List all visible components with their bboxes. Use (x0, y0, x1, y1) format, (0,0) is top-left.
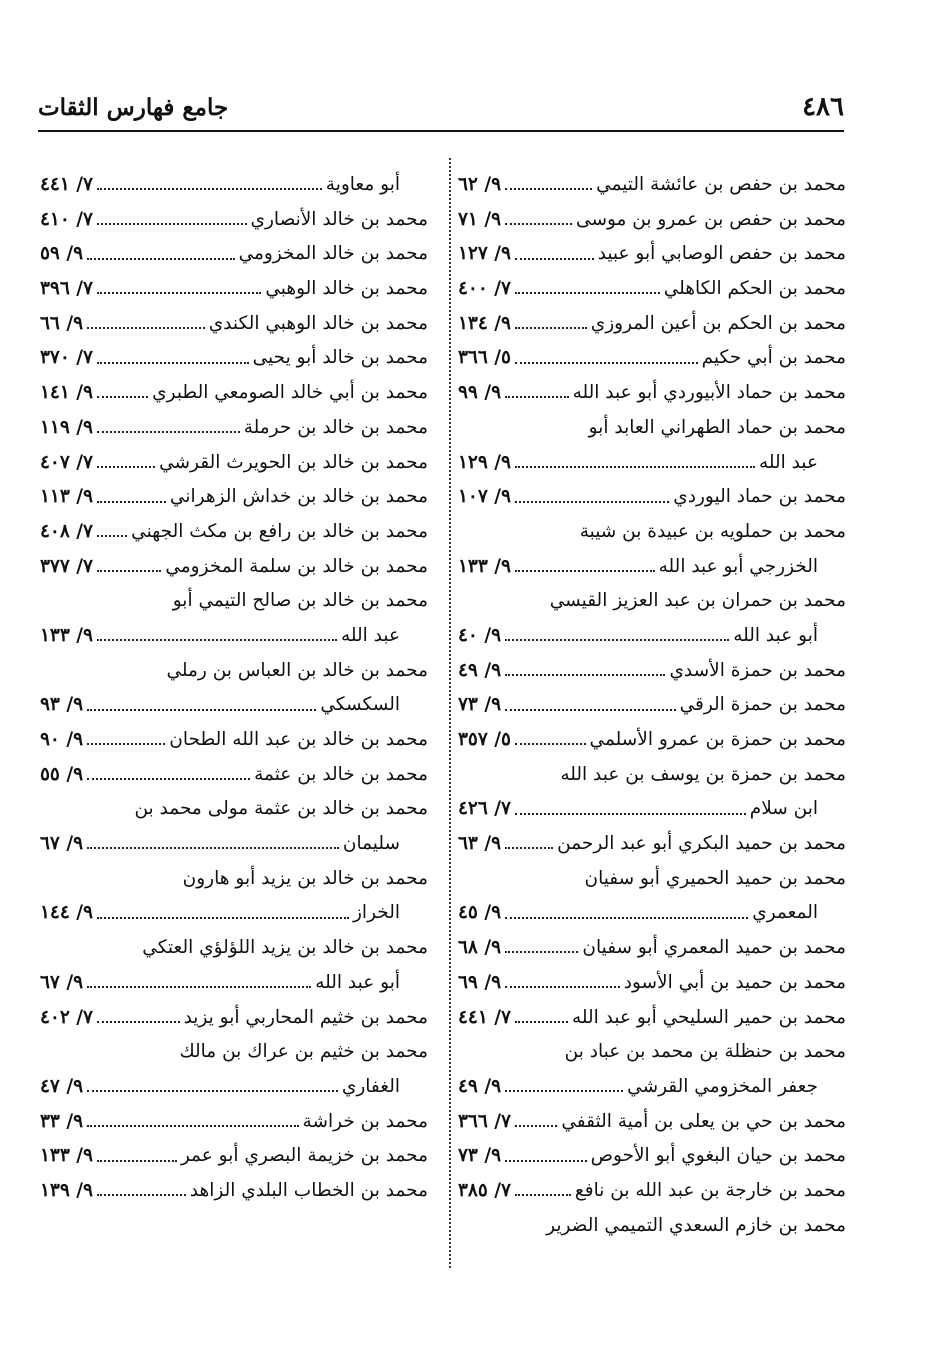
entry-name: محمد بن حفص بن عمرو بن موسى (576, 208, 846, 230)
entry-reference: ٧/ ٣٩٦ (40, 278, 93, 300)
index-entry (40, 341, 428, 376)
index-entry (40, 168, 428, 203)
index-entry (458, 1174, 846, 1209)
entry-name: محمد بن حماد اليوردي (673, 486, 846, 508)
index-entry (458, 168, 846, 203)
dot-leader (505, 396, 569, 398)
entry-name: محمد بن حمزة الرقي (679, 694, 846, 716)
index-entry (40, 1035, 428, 1070)
index-entry (40, 307, 428, 342)
index-entry (458, 966, 846, 1001)
entry-name: عبد الله (758, 451, 818, 473)
dot-leader (97, 570, 161, 572)
index-entry (458, 480, 846, 515)
dot-leader (505, 709, 676, 711)
index-entry (458, 688, 846, 723)
dot-leader (87, 778, 250, 780)
index-entry (458, 827, 846, 862)
index-entry (40, 376, 428, 411)
entry-name: الخراز (353, 902, 400, 924)
dot-leader (87, 1090, 338, 1092)
index-entry (458, 237, 846, 272)
index-entry (40, 203, 428, 238)
entry-reference: ٩/ ١٤٤ (40, 902, 93, 924)
index-entry (40, 480, 428, 515)
entry-reference: ٩/ ١١٩ (40, 416, 93, 438)
entry-name: السكسكي (320, 694, 400, 716)
entry-reference: ٩/ ٧٣ (458, 1145, 502, 1167)
entry-name: أبو عبد الله (733, 624, 818, 646)
index-entry (40, 411, 428, 446)
entry-name: أبو عبد الله (315, 971, 400, 993)
dot-leader (97, 639, 337, 641)
index-entry (458, 550, 846, 585)
index-column-left (40, 168, 428, 1278)
entry-name: محمد بن حملويه بن عبيدة بن شيبة (579, 520, 846, 542)
index-column-right (458, 168, 846, 1278)
dot-leader (87, 986, 311, 988)
dot-leader (87, 327, 205, 329)
entry-name: محمد بن أبي خالد الصومعي الطبري (152, 382, 428, 404)
entry-reference: ٩/ ٧٣ (458, 694, 502, 716)
entry-reference: ٩/ ٦٧ (40, 833, 84, 855)
entry-name: محمد بن حمير السليحي أبو عبد الله (571, 1006, 846, 1028)
index-entry (40, 723, 428, 758)
index-entry (40, 1070, 428, 1105)
index-entry (458, 341, 846, 376)
column-divider (449, 158, 451, 1268)
entry-reference: ٩/ ٧١ (458, 208, 502, 230)
entry-name: محمد بن خالد أبو يحيى (252, 347, 428, 369)
dot-leader (97, 396, 148, 398)
index-entry (458, 307, 846, 342)
dot-leader (97, 535, 127, 537)
entry-reference: ٩/ ٥٩ (40, 243, 84, 265)
entry-name: محمد بن حفص الوصابي أبو عبيد (597, 243, 846, 265)
entry-name: محمد بن خالد المخزومي (238, 243, 428, 265)
dot-leader (505, 847, 553, 849)
index-entry (458, 758, 846, 793)
dot-leader (97, 466, 155, 468)
entry-reference: ٩/ ٤٠ (458, 624, 502, 646)
entry-reference: ٥/ ٣٥٧ (458, 729, 511, 750)
dot-leader (515, 1125, 557, 1127)
dot-leader (97, 1160, 177, 1162)
dot-leader (515, 466, 755, 468)
dot-leader (87, 743, 165, 745)
entry-name: محمد بن حماد الأبيوردي أبو عبد الله (572, 382, 846, 404)
dot-leader (97, 917, 349, 919)
dot-leader (97, 188, 322, 190)
index-entry (40, 1139, 428, 1174)
entry-reference: ٩/ ١٢٩ (458, 451, 511, 473)
entry-name: محمد بن خالد بن صالح التيمي أبو (172, 590, 428, 612)
entry-name: محمد بن حميد بن أبي الأسود (623, 971, 846, 993)
dot-leader (515, 258, 594, 260)
dot-leader (87, 847, 339, 849)
entry-reference: ٧/ ٣٧٠ (40, 347, 93, 369)
entry-name: ابن سلام (749, 798, 818, 820)
entry-name: محمد بن حميد الحميري أبو سفيان (584, 867, 846, 889)
index-entry (40, 896, 428, 931)
index-entry (40, 619, 428, 654)
entry-name: محمد بن خالد بن يزيد أبو هارون (182, 867, 428, 889)
index-entry (40, 792, 428, 827)
dot-leader (505, 674, 665, 676)
entry-name: محمد بن خثيم المحاربي أبو يزيد (183, 1006, 428, 1028)
entry-reference: ٩/ ٩٠ (40, 729, 84, 750)
index-entry (40, 966, 428, 1001)
index-entry (458, 931, 846, 966)
entry-name: محمد بن خالد بن عثمة مولى محمد بن (134, 798, 428, 820)
entry-reference: ٩/ ٦٦ (40, 312, 84, 334)
dot-leader (505, 1160, 587, 1162)
dot-leader (97, 292, 261, 294)
entry-reference: ٧/ ٤٠٨ (40, 520, 93, 542)
dot-leader (505, 917, 748, 919)
entry-reference: ٩/ ٦٣ (458, 833, 502, 855)
entry-reference: ٩/ ٩٣ (40, 694, 84, 716)
index-entry (40, 1105, 428, 1140)
entry-name: محمد بن خالد الأنصاري (250, 208, 428, 230)
entry-name: محمد بن خثيم بن عراك بن مالك (179, 1041, 428, 1063)
entry-reference: ٧/ ٣٧٧ (40, 555, 93, 577)
entry-reference: ٧/ ٤٤١ (458, 1006, 511, 1028)
index-entry (458, 862, 846, 897)
entry-reference: ٩/ ٤٩ (458, 1075, 502, 1097)
index-entry (40, 827, 428, 862)
index-entry (40, 862, 428, 897)
entry-reference: ٧/ ٤٠٠ (458, 278, 511, 300)
entry-reference: ٩/ ١٣٣ (40, 624, 93, 646)
dot-leader (505, 188, 592, 190)
index-entry (458, 411, 846, 446)
entry-name: محمد بن خالد بن يزيد اللؤلؤي العتكي (142, 937, 428, 959)
index-entry (458, 515, 846, 550)
index-entry (458, 1209, 846, 1244)
entry-reference: ٥/ ٣٦٦ (458, 347, 511, 369)
index-entry (40, 584, 428, 619)
entry-reference: ٩/ ٦٩ (458, 971, 502, 993)
entry-reference: ٧/ ٣٨٥ (458, 1179, 511, 1201)
index-entry (40, 654, 428, 689)
index-entry (458, 203, 846, 238)
dot-leader (515, 292, 660, 294)
entry-name: الخزرجي أبو عبد الله (658, 555, 818, 577)
dot-leader (505, 986, 620, 988)
dot-leader (515, 1021, 568, 1023)
entry-reference: ٩/ ١١٣ (40, 486, 93, 508)
entry-name: محمد بن خازم السعدي التميمي الضرير (546, 1214, 846, 1236)
dot-leader (97, 1194, 186, 1196)
dot-leader (515, 362, 698, 364)
entry-reference: ٩/ ١٣٤ (458, 312, 511, 334)
entry-reference: ٩/ ٦٢ (458, 174, 502, 195)
dot-leader (515, 743, 586, 745)
entry-name: محمد بن خالد بن سلمة المخزومي (165, 555, 428, 577)
entry-name: محمد بن خالد بن خداش الزهراني (169, 486, 428, 508)
entry-name: محمد بن الحكم بن أعين المروزي (590, 312, 846, 334)
index-entry (40, 758, 428, 793)
entry-name: محمد بن حمزة بن يوسف بن عبد الله (560, 763, 846, 785)
dot-leader (505, 1090, 623, 1092)
dot-leader (87, 709, 316, 711)
entry-name: محمد بن حمزة الأسدي (669, 659, 846, 681)
entry-name: محمد بن حماد الطهراني العابد أبو (588, 416, 846, 438)
entry-reference: ٩/ ١٣٣ (458, 555, 511, 577)
entry-name: محمد بن حمزة بن عمرو الأسلمي (589, 729, 846, 750)
entry-reference: ٧/ ٤٠٧ (40, 451, 93, 473)
entry-reference: ٩/ ١٠٧ (458, 486, 511, 508)
entry-name: محمد بن خالد بن العباس بن رملي (166, 659, 428, 681)
entry-name: محمد بن الخطاب البلدي الزاهد (189, 1179, 428, 1201)
entry-reference: ٧/ ٤٢٦ (458, 798, 511, 820)
dot-leader (515, 501, 669, 503)
entry-name: محمد بن الحكم الكاهلي (663, 278, 846, 300)
entry-name: جعفر المخزومي القرشي (627, 1075, 818, 1097)
index-entry (40, 1174, 428, 1209)
index-entry (458, 723, 846, 758)
dot-leader (505, 223, 572, 225)
dot-leader (505, 951, 578, 953)
dot-leader (515, 327, 587, 329)
entry-name: الغفاري (341, 1075, 400, 1097)
dot-leader (515, 570, 655, 572)
entry-name: عبد الله (340, 624, 400, 646)
entry-reference: ٩/ ٥٥ (40, 763, 84, 785)
dot-leader (505, 639, 729, 641)
entry-reference: ٩/ ٣٣ (40, 1110, 84, 1132)
book-title: جامع فهارس الثقات (38, 94, 229, 121)
dot-leader (97, 362, 249, 364)
entry-reference: ٩/ ٤٧ (40, 1075, 84, 1097)
index-entry (458, 654, 846, 689)
index-entry (40, 1001, 428, 1036)
dot-leader (97, 223, 247, 225)
dot-leader (515, 1194, 571, 1196)
index-entry (458, 1139, 846, 1174)
dot-leader (97, 431, 240, 433)
entry-reference: ٩/ ٩٩ (458, 382, 502, 404)
entry-name: محمد بن خالد بن عثمة (254, 763, 428, 785)
dot-leader (87, 1125, 299, 1127)
index-entry (40, 237, 428, 272)
index-entry (458, 619, 846, 654)
entry-name: محمد بن خراشة (302, 1110, 428, 1132)
entry-name: محمد بن حي بن يعلى بن أمية الثقفي (561, 1110, 846, 1132)
entry-name: محمد بن خالد بن رافع بن مكث الجهني (131, 520, 428, 542)
index-entry (40, 515, 428, 550)
entry-name: محمد بن أبي حكيم (701, 347, 846, 369)
entry-name: محمد بن حيان البغوي أبو الأحوص (590, 1145, 846, 1167)
entry-reference: ٧/ ٤١٠ (40, 208, 93, 230)
entry-name: أبو معاوية (325, 174, 400, 195)
index-entry (458, 376, 846, 411)
index-entry (458, 1105, 846, 1140)
index-entry (458, 1035, 846, 1070)
index-entry (458, 1070, 846, 1105)
entry-name: محمد بن خالد الوهبي (265, 278, 428, 300)
entry-name: المعمري (752, 902, 818, 924)
dot-leader (515, 813, 746, 815)
entry-reference: ٩/ ١٤١ (40, 382, 93, 404)
entry-name: محمد بن حفص بن عائشة التيمي (596, 174, 846, 195)
index-entry (458, 584, 846, 619)
page-header (38, 90, 844, 132)
dot-leader (97, 1021, 180, 1023)
index-entry (40, 931, 428, 966)
entry-reference: ٩/ ٦٧ (40, 971, 84, 993)
entry-name: محمد بن حنظلة بن محمد بن عباد بن (564, 1041, 846, 1063)
index-entry (458, 1001, 846, 1036)
index-entry (458, 896, 846, 931)
index-entry (458, 272, 846, 307)
entry-name: محمد بن خالد بن عبد الله الطحان (169, 729, 428, 750)
entry-name: محمد بن خالد بن حرملة (243, 416, 428, 438)
entry-reference: ٧/ ٤٤١ (40, 174, 93, 195)
entry-reference: ٩/ ٤٩ (458, 659, 502, 681)
index-entry (458, 792, 846, 827)
entry-name: محمد بن حميد المعمري أبو سفيان (582, 937, 846, 959)
entry-name: محمد بن خالد الوهبي الكندي (208, 312, 428, 334)
entry-reference: ٩/ ١٣٣ (40, 1145, 93, 1167)
entry-name: محمد بن خالد بن الحويرث القرشي (159, 451, 428, 473)
entry-name: محمد بن خزيمة البصري أبو عمر (180, 1145, 428, 1167)
page-number: ٤٨٦ (802, 92, 844, 122)
entry-reference: ٩/ ١٢٧ (458, 243, 511, 265)
dot-leader (97, 501, 166, 503)
index-entry (40, 272, 428, 307)
entry-reference: ٩/ ٦٨ (458, 937, 502, 959)
entry-reference: ٧/ ٤٠٢ (40, 1006, 93, 1028)
index-entry (458, 446, 846, 481)
entry-name: محمد بن خارجة بن عبد الله بن نافع (574, 1179, 846, 1201)
entry-name: محمد بن حميد البكري أبو عبد الرحمن (557, 833, 846, 855)
index-entry (40, 688, 428, 723)
dot-leader (87, 258, 235, 260)
entry-reference: ٩/ ١٣٩ (40, 1179, 93, 1201)
entry-name: سليمان (342, 833, 400, 855)
entry-name: محمد بن حمران بن عبد العزيز القيسي (549, 590, 846, 612)
entry-reference: ٩/ ٤٥ (458, 902, 502, 924)
index-entry (40, 550, 428, 585)
entry-reference: ٧/ ٣٦٦ (458, 1110, 511, 1132)
index-entry (40, 446, 428, 481)
